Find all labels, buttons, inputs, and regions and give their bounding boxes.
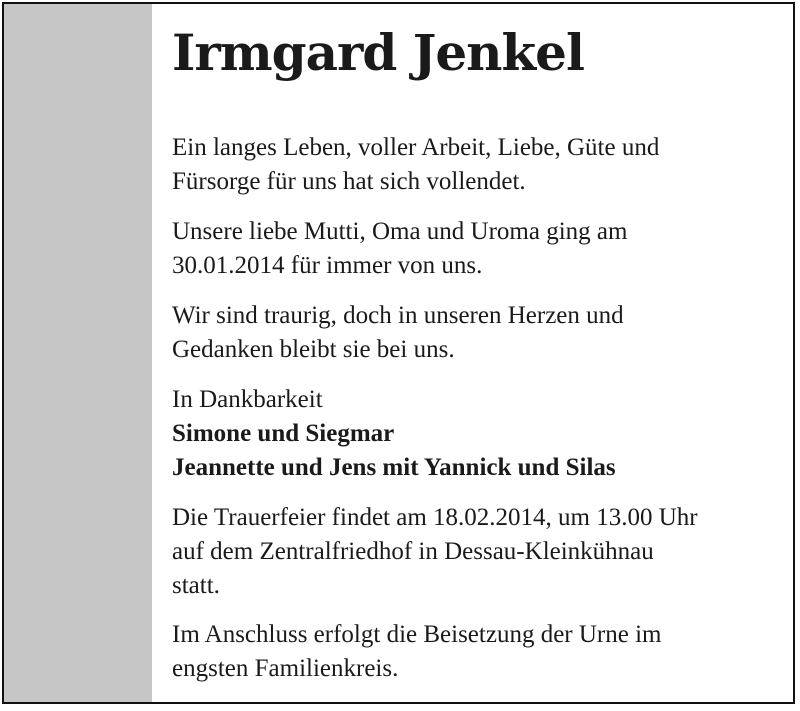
text-line: auf dem Zentralfriedhof in Dessau-Kleinkühnau: [172, 538, 654, 565]
text-line: Unsere liebe Mutti, Oma und Uroma ging am: [172, 218, 628, 245]
text-line: Die Trauerfeier findet am 18.02.2014, um 13.00 Uhr: [172, 504, 698, 531]
deceased-name: Irmgard Jenkel: [172, 23, 584, 82]
thanks-line: In Dankbarkeit: [172, 386, 323, 413]
text-line: Wir sind traurig, doch in unseren Herzen und: [172, 302, 624, 329]
signature-block: [172, 383, 616, 485]
paragraph-life: [172, 131, 659, 199]
paragraph-memory: [172, 299, 624, 367]
obituary-notice: [2, 2, 795, 704]
text-line: 30.01.2014 für immer von uns.: [172, 252, 483, 279]
text-line: Gedanken bleibt sie bei uns.: [172, 336, 455, 363]
text-line: Ein langes Leben, voller Arbeit, Liebe, Güte und: [172, 134, 660, 161]
paragraph-burial: [172, 618, 661, 686]
text-line: engsten Familienkreis.: [172, 655, 399, 682]
paragraph-passing: [172, 215, 627, 283]
family-line: Simone und Siegmar: [172, 420, 395, 447]
family-line: Jeannette und Jens mit Yannick und Silas: [172, 454, 616, 481]
text-line: Fürsorge für uns hat sich vollendet.: [172, 168, 526, 195]
decorative-side-bar: [4, 4, 152, 702]
text-line: Im Anschluss erfolgt die Beisetzung der Urne im: [172, 621, 662, 648]
text-line: statt.: [172, 572, 220, 599]
paragraph-funeral: [172, 501, 698, 603]
